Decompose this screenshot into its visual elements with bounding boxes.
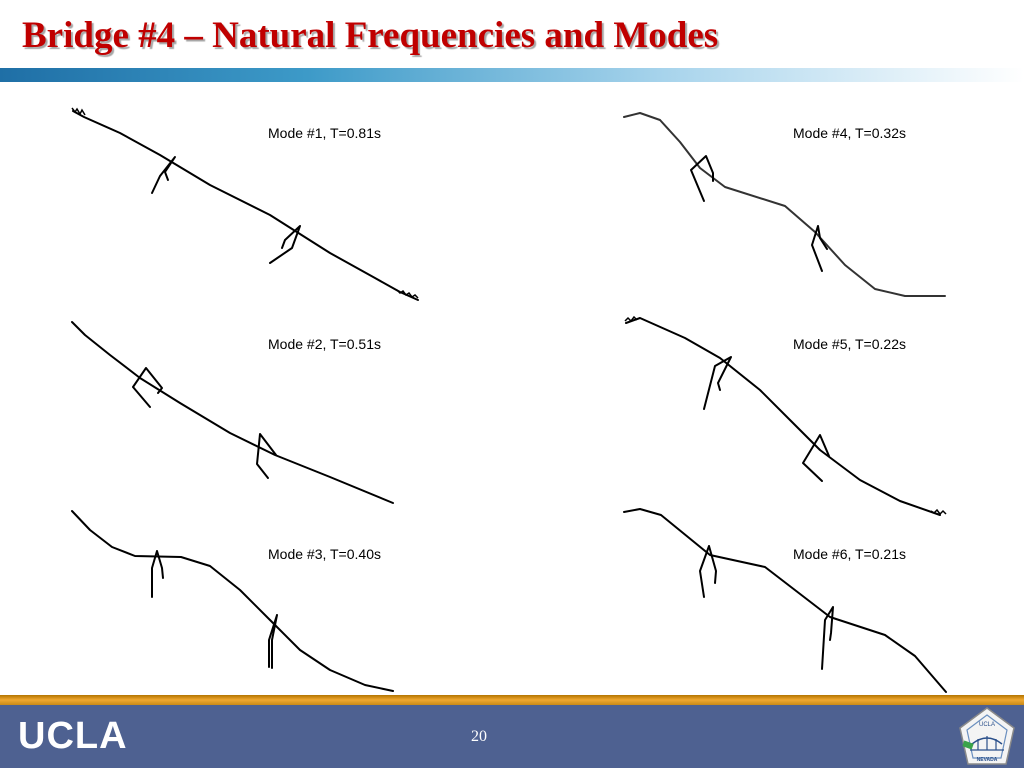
pier-left <box>152 157 175 193</box>
ucla-logo: UCLA <box>18 715 128 757</box>
pier-right <box>270 226 300 263</box>
pier-left <box>704 357 731 409</box>
pier-left <box>133 368 162 407</box>
mode-5-label: Mode #5, T=0.22s <box>793 336 906 352</box>
mode-3-label: Mode #3, T=0.40s <box>268 546 381 562</box>
footer-bar <box>0 705 1024 768</box>
footer-accent-stripe <box>0 695 1024 705</box>
deck-line <box>72 511 393 691</box>
nevada-ucla-seal-icon <box>956 706 1018 768</box>
deck-line <box>624 509 946 692</box>
mode-shape-3 <box>72 511 393 691</box>
mode-4-label: Mode #4, T=0.32s <box>793 125 906 141</box>
pier-right <box>822 607 833 669</box>
pier-right <box>812 226 827 271</box>
support-marks <box>72 108 946 514</box>
pier-right <box>257 434 276 478</box>
mode-6-label: Mode #6, T=0.21s <box>793 546 906 562</box>
pier-left <box>691 156 713 201</box>
seal-top-text: UCLA <box>978 722 996 728</box>
pier-right <box>803 435 829 481</box>
seal-bottom-text: NEVADA <box>976 757 998 763</box>
mode-2-label: Mode #2, T=0.51s <box>268 336 381 352</box>
page-number: 20 <box>471 728 487 745</box>
mode-shape-6 <box>624 509 946 692</box>
pier-left <box>152 551 163 597</box>
slide-title: Bridge #4 – Natural Frequencies and Modes <box>22 15 719 56</box>
mode-1-label: Mode #1, T=0.81s <box>268 125 381 141</box>
